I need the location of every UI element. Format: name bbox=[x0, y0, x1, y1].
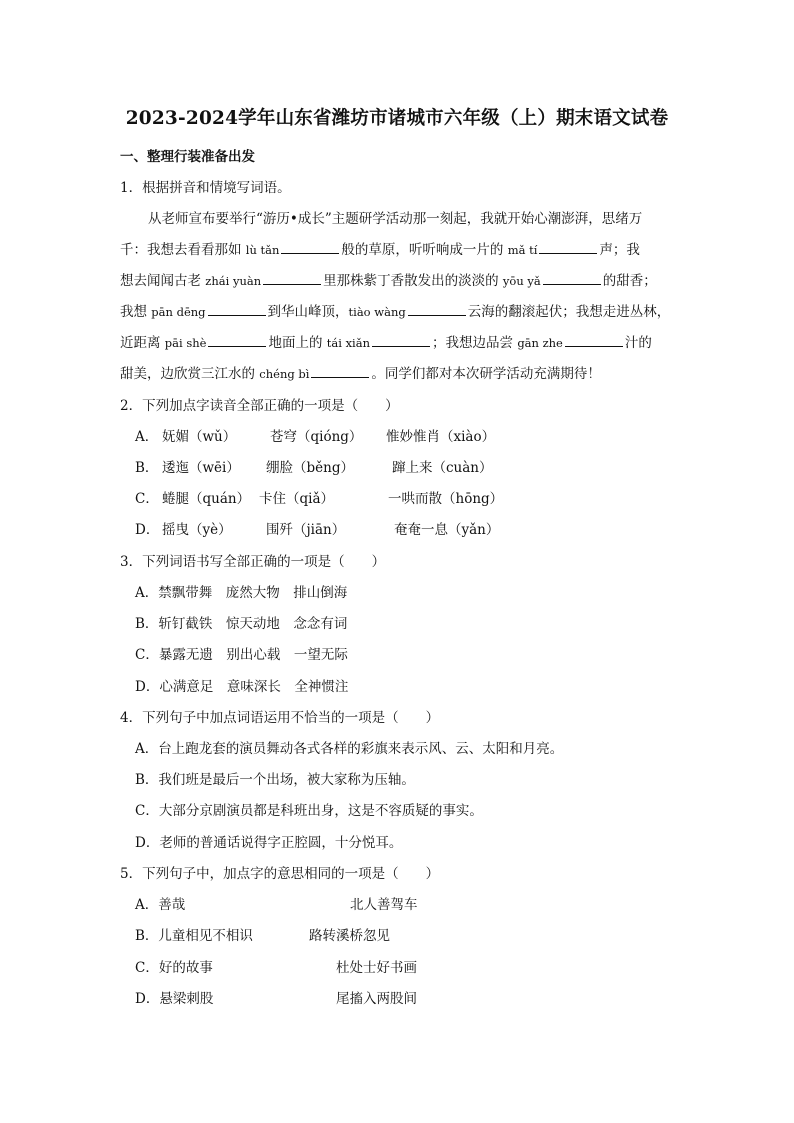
question-4-stem: 4．下列句子中加点词语运用不恰当的一项是（ ） bbox=[120, 710, 440, 726]
pinyin-chengbi: chéng bì bbox=[259, 367, 310, 381]
answer-blank-1[interactable] bbox=[281, 241, 339, 254]
q2-option-d[interactable]: D． bbox=[135, 522, 160, 538]
q2-option-b[interactable]: B． bbox=[135, 460, 159, 476]
q2-option-c[interactable]: C． bbox=[135, 491, 159, 507]
q2-option-c-item-3: 一哄而散（hōng） bbox=[388, 491, 504, 507]
answer-blank-9[interactable] bbox=[565, 334, 623, 347]
question-1-stem: 1．根据拼音和情境写词语。 bbox=[120, 180, 291, 196]
passage-line-1: 从老师宣布要举行“游历•成长”主题研学活动那一刻起，我就开始心潮澎湃，思绪万 bbox=[148, 211, 643, 227]
q5-option-c[interactable]: C．好的故事 bbox=[135, 960, 213, 976]
answer-blank-8[interactable] bbox=[372, 334, 430, 347]
answer-blank-10[interactable] bbox=[311, 365, 369, 378]
exam-title: 2023-2024学年山东省潍坊市诸城市六年级（上）期末语文试卷 bbox=[125, 108, 669, 129]
q4-option-a[interactable]: A．台上跑龙套的演员舞动各式各样的彩旗来表示风、云、太阳和月亮。 bbox=[135, 741, 564, 757]
answer-blank-2[interactable] bbox=[539, 241, 597, 254]
q2-option-d-item-1: 摇曳（yè） bbox=[162, 522, 232, 538]
question-3-stem: 3．下列词语书写全部正确的一项是（ ） bbox=[120, 554, 386, 570]
q4-option-d[interactable]: D．老师的普通话说得字正腔圆，十分悦耳。 bbox=[135, 835, 403, 851]
pinyin-zhaiyuan: zhái yuàn bbox=[205, 274, 262, 288]
q3-option-b[interactable]: B．斩钉截铁 惊天动地 念念有词 bbox=[135, 616, 348, 632]
answer-blank-5[interactable] bbox=[208, 303, 266, 316]
q2-option-c-item-2: 卡住（qiǎ） bbox=[259, 491, 335, 507]
passage-line-4: 我想 pān dēng 到华山峰顶，tiào wàng 云海的翻滚起伏；我想走进丛林， bbox=[120, 304, 671, 320]
q2-option-b-item-1: 逶迤（wēi） bbox=[162, 460, 240, 476]
q2-option-d-item-3: 奄奄一息（yǎn） bbox=[394, 522, 500, 538]
q2-option-b-item-2: 绷脸（běng） bbox=[266, 460, 354, 476]
q5-option-d[interactable]: D．悬梁刺股 bbox=[135, 991, 214, 1007]
pinyin-paishe: pāi shè bbox=[164, 336, 207, 350]
q3-option-d[interactable]: D．心满意足 意味深长 全神惯注 bbox=[135, 679, 349, 695]
pinyin-taixian: tái xiǎn bbox=[326, 336, 371, 350]
q5-option-a-item-2: 北人善驾车 bbox=[350, 897, 418, 913]
q2-option-c-item-1: 蜷腿（quán） bbox=[162, 491, 251, 507]
q5-option-d-item-2: 尾搐入两股间 bbox=[336, 991, 417, 1007]
pinyin-youya: yōu yǎ bbox=[502, 274, 541, 288]
section-heading: 一、整理行装准备出发 bbox=[120, 149, 255, 165]
answer-blank-3[interactable] bbox=[263, 272, 321, 285]
q3-option-a[interactable]: A．禁飘带舞 庞然大物 排山倒海 bbox=[135, 585, 348, 601]
q2-option-a-item-3: 惟妙惟肖（xiào） bbox=[386, 429, 496, 445]
q5-option-b[interactable]: B．儿童相见不相识 bbox=[135, 928, 253, 944]
q5-option-a[interactable]: A．善哉 bbox=[135, 897, 186, 913]
pinyin-ganzhe: gān zhe bbox=[517, 336, 563, 350]
q2-option-d-item-2: 围歼（jiān） bbox=[266, 522, 346, 538]
passage-line-5: 近距离 pāi shè 地面上的 tái xiǎn ；我想边品尝 gān zhe 汁的 bbox=[120, 335, 652, 351]
pinyin-pandeng: pān dēng bbox=[151, 305, 206, 319]
passage-line-6: 甜美，边欣赏三江水的 chéng bì 。同学们都对本次研学活动充满期待！ bbox=[120, 366, 601, 382]
pinyin-tiaowang: tiào wàng bbox=[348, 305, 406, 319]
pinyin-lutan: lù tǎn bbox=[245, 243, 280, 257]
question-2-stem: 2．下列加点字读音全部正确的一项是（ ） bbox=[120, 398, 399, 414]
q4-option-b[interactable]: B．我们班是最后一个出场，被大家称为压轴。 bbox=[135, 772, 415, 788]
answer-blank-4[interactable] bbox=[543, 272, 601, 285]
q2-option-a-item-2: 苍穹（qióng） bbox=[270, 429, 363, 445]
q5-option-b-item-2: 路转溪桥忽见 bbox=[309, 928, 390, 944]
q3-option-c[interactable]: C．暴露无遗 别出心载 一望无际 bbox=[135, 647, 348, 663]
passage-line-3: 想去闻闻古老 zhái yuàn 里那株紫丁香散发出的淡淡的 yōu yǎ 的甜香； bbox=[120, 273, 657, 289]
q2-option-b-item-3: 蹿上来（cuàn） bbox=[392, 460, 493, 476]
answer-blank-6[interactable] bbox=[408, 303, 466, 316]
q2-option-a-item-1: 妩媚（wǔ） bbox=[162, 429, 237, 445]
q2-option-a[interactable]: A． bbox=[135, 429, 159, 445]
q4-option-c[interactable]: C．大部分京剧演员都是科班出身，这是不容质疑的事实。 bbox=[135, 803, 483, 819]
pinyin-mati: mǎ tí bbox=[507, 243, 538, 257]
q5-option-c-item-2: 杜处士好书画 bbox=[336, 960, 417, 976]
answer-blank-7[interactable] bbox=[208, 334, 266, 347]
question-5-stem: 5．下列句子中，加点字的意思相同的一项是（ ） bbox=[120, 866, 440, 882]
passage-line-2: 千：我想去看看那如 lù tǎn 般的草原，听听响成一片的 mǎ tí 声；我 bbox=[120, 242, 640, 258]
